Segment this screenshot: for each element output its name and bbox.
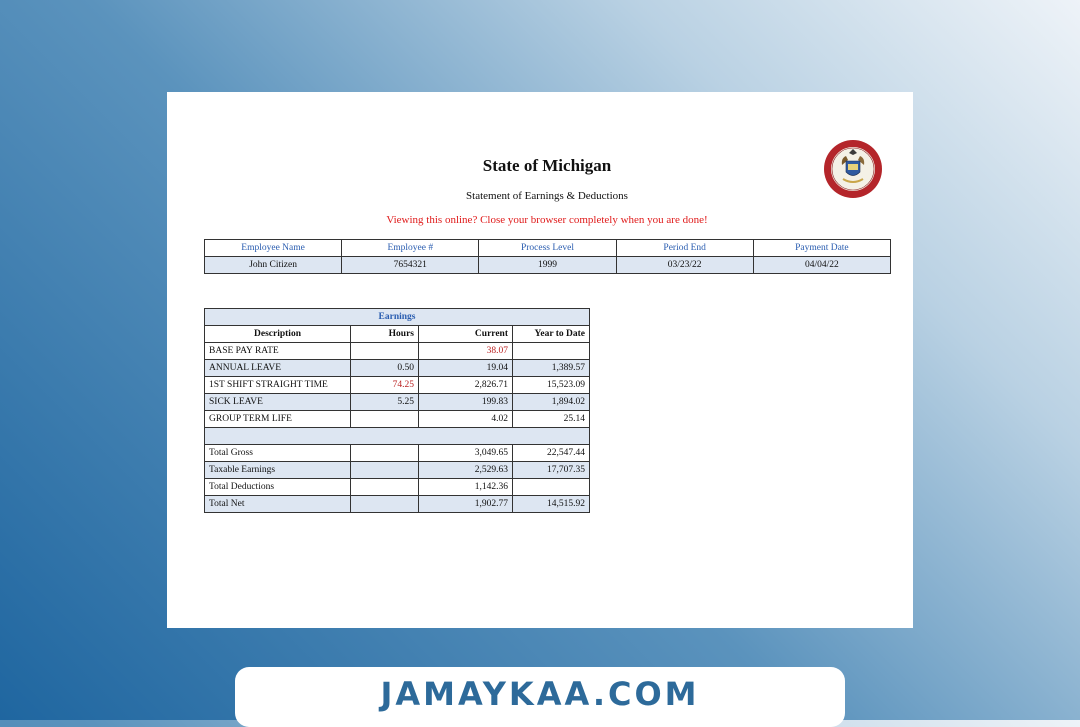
- earnings-table: [204, 308, 590, 513]
- column-header-employee-number: Employee #: [342, 240, 479, 257]
- pay-statement-document: [167, 92, 913, 628]
- spacer-row: [205, 428, 590, 445]
- earning-description: GROUP TERM LIFE: [205, 411, 351, 428]
- total-year-to-date: 14,515.92: [513, 496, 590, 513]
- earning-hours: 0.50: [351, 360, 419, 377]
- earning-hours: 5.25: [351, 394, 419, 411]
- earning-description: 1ST SHIFT STRAIGHT TIME: [205, 377, 351, 394]
- column-header-description: Description: [205, 326, 351, 343]
- total-hours: [351, 445, 419, 462]
- total-year-to-date: 17,707.35: [513, 462, 590, 479]
- column-header-period-end: Period End: [616, 240, 753, 257]
- earning-current: 38.07: [419, 343, 513, 360]
- earning-description: BASE PAY RATE: [205, 343, 351, 360]
- earnings-caption-row: [205, 309, 590, 326]
- column-header-year-to-date: Year to Date: [513, 326, 590, 343]
- table-row: [205, 394, 590, 411]
- page-title: State of Michigan: [482, 156, 612, 175]
- earning-year-to-date: [513, 343, 590, 360]
- total-label: Total Net: [205, 496, 351, 513]
- total-label: Total Deductions: [205, 479, 351, 496]
- michigan-state-seal-icon: [823, 139, 883, 199]
- totals-row: [205, 479, 590, 496]
- total-year-to-date: [513, 479, 590, 496]
- employee-name-value: John Citizen: [205, 257, 342, 274]
- totals-row: [205, 462, 590, 479]
- earning-hours: [351, 343, 419, 360]
- site-banner-text[interactable]: JAMAYKAA.COM: [380, 675, 700, 713]
- table-row: [205, 411, 590, 428]
- earnings-caption: Earnings: [205, 309, 590, 326]
- total-hours: [351, 462, 419, 479]
- employee-info-value-row: [205, 257, 891, 274]
- total-current: 3,049.65: [419, 445, 513, 462]
- earnings-header-row: [205, 326, 590, 343]
- column-header-employee-name: Employee Name: [205, 240, 342, 257]
- total-label: Taxable Earnings: [205, 462, 351, 479]
- table-row: [205, 377, 590, 394]
- earning-year-to-date: 15,523.09: [513, 377, 590, 394]
- table-row: [205, 360, 590, 377]
- column-header-process-level: Process Level: [479, 240, 616, 257]
- earning-current: 19.04: [419, 360, 513, 377]
- employee-number-value: 7654321: [342, 257, 479, 274]
- column-header-payment-date: Payment Date: [753, 240, 890, 257]
- table-row: [205, 343, 590, 360]
- payment-date-value: 04/04/22: [753, 257, 890, 274]
- earning-current: 199.83: [419, 394, 513, 411]
- earning-year-to-date: 1,389.57: [513, 360, 590, 377]
- total-current: 2,529.63: [419, 462, 513, 479]
- earning-description: SICK LEAVE: [205, 394, 351, 411]
- column-header-hours: Hours: [351, 326, 419, 343]
- site-banner[interactable]: [235, 667, 845, 727]
- total-current: 1,142.36: [419, 479, 513, 496]
- total-hours: [351, 479, 419, 496]
- earning-year-to-date: 1,894.02: [513, 394, 590, 411]
- totals-row: [205, 496, 590, 513]
- earning-hours: [351, 411, 419, 428]
- employee-info-table: [204, 239, 891, 274]
- total-year-to-date: 22,547.44: [513, 445, 590, 462]
- total-label: Total Gross: [205, 445, 351, 462]
- process-level-value: 1999: [479, 257, 616, 274]
- earning-current: 2,826.71: [419, 377, 513, 394]
- totals-row: [205, 445, 590, 462]
- total-current: 1,902.77: [419, 496, 513, 513]
- security-warning: Viewing this online? Close your browser completely when you are done!: [386, 214, 708, 226]
- earning-description: ANNUAL LEAVE: [205, 360, 351, 377]
- employee-info-header-row: [205, 240, 891, 257]
- column-header-current: Current: [419, 326, 513, 343]
- total-hours: [351, 496, 419, 513]
- period-end-value: 03/23/22: [616, 257, 753, 274]
- spacer-cell: [205, 428, 590, 445]
- earning-year-to-date: 25.14: [513, 411, 590, 428]
- earning-current: 4.02: [419, 411, 513, 428]
- earning-hours: 74.25: [351, 377, 419, 394]
- page-subtitle: Statement of Earnings & Deductions: [466, 190, 628, 202]
